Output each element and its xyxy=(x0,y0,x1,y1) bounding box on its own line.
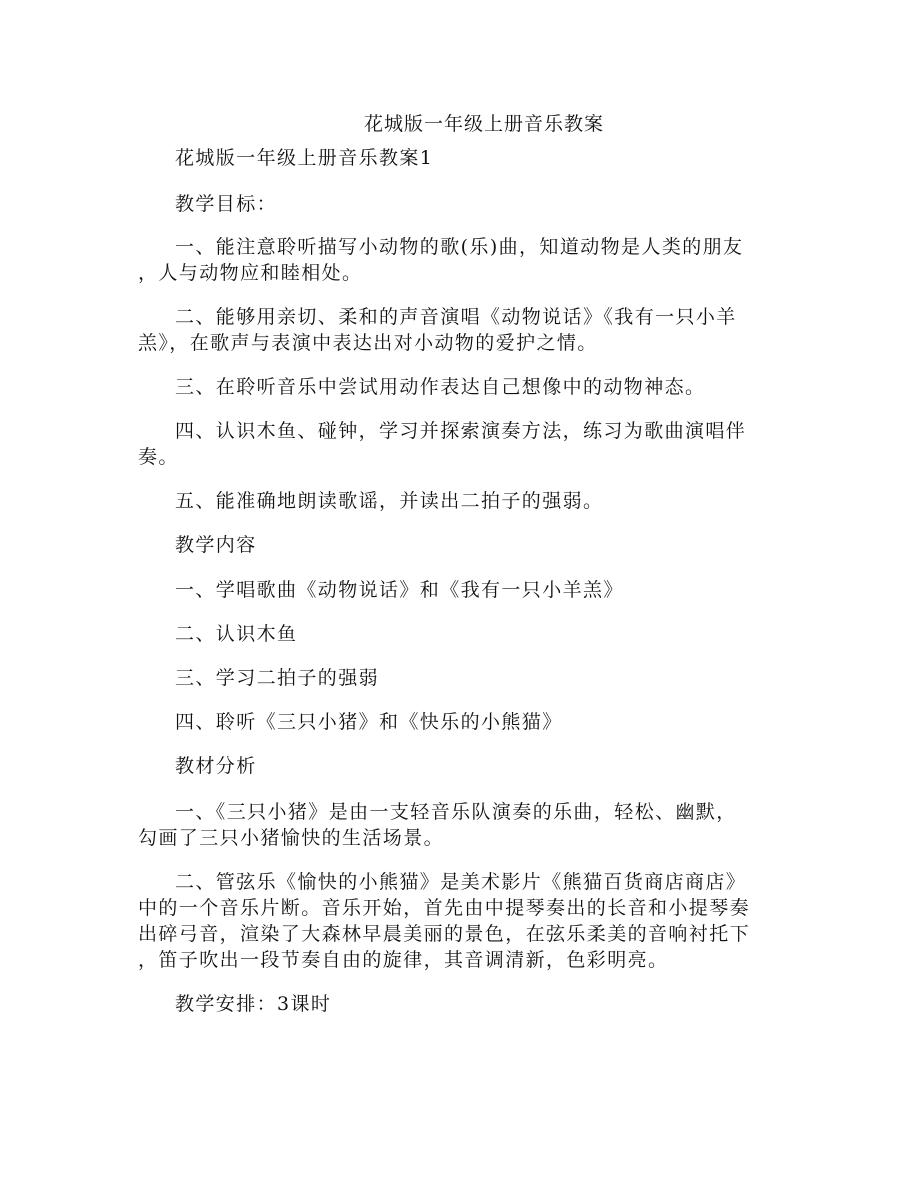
text-line: 教学安排：3课时 xyxy=(175,993,332,1015)
text-line: 教材分析 xyxy=(175,755,257,777)
text-line: 奏。 xyxy=(138,446,179,468)
document-title: 花城版一年级上册音乐教案 xyxy=(363,113,604,135)
paragraph xyxy=(138,665,798,691)
paragraph xyxy=(138,621,798,647)
text-line: 四、认识木鱼、碰钟，学习并探索演奏方法，练习为歌曲演唱伴 xyxy=(175,420,747,442)
text-line: 出碎弓音，渲染了大森林早晨美丽的景色，在弦乐柔美的音响衬托下 xyxy=(138,923,751,945)
text-line: 教学内容 xyxy=(175,534,257,556)
text-line: 花城版一年级上册音乐教案1 xyxy=(175,147,434,169)
section-heading-content xyxy=(138,532,798,558)
text-line: 三、在聆听音乐中尝试用动作表达自己想像中的动物神态。 xyxy=(175,376,706,398)
section-heading-objectives xyxy=(138,191,798,217)
text-line: 二、能够用亲切、柔和的声音演唱《动物说话》《我有一只小羊 xyxy=(175,306,737,328)
text-line: 一、学唱歌曲《动物说话》和《我有一只小羊羔》 xyxy=(175,579,624,601)
text-line: 一、《三只小猪》是由一支轻音乐队演奏的乐曲，轻松、幽默， xyxy=(175,801,737,823)
text-line: 四、聆听《三只小猪》和《快乐的小熊猫》 xyxy=(175,711,563,733)
text-line: 中的一个音乐片断。音乐开始，首先由中提琴奏出的长音和小提琴奏 xyxy=(138,897,751,919)
text-line: 五、能准确地朗读歌谣，并读出二拍子的强弱。 xyxy=(175,490,604,512)
text-line: 勾画了三只小猪愉快的生活场景。 xyxy=(138,827,445,849)
text-line: 二、认识木鱼 xyxy=(175,623,298,645)
text-line: ，笛子吹出一段节奏自由的旋律，其音调清新，色彩明亮。 xyxy=(138,949,669,971)
text-line: 二、管弦乐《愉快的小熊猫》是美术影片《熊猫百货商店商店》 xyxy=(175,871,747,893)
paragraph xyxy=(138,709,798,735)
paragraph xyxy=(138,304,798,356)
text-line: 三、学习二拍子的强弱 xyxy=(175,667,380,689)
paragraph xyxy=(138,577,798,603)
text-line: ，人与动物应和睦相处。 xyxy=(138,262,363,284)
paragraph xyxy=(138,374,798,400)
section-heading-analysis xyxy=(138,753,798,779)
paragraph xyxy=(138,234,798,286)
paragraph xyxy=(138,488,798,514)
paragraph xyxy=(138,799,798,851)
paragraph xyxy=(138,869,798,973)
subtitle xyxy=(138,145,798,171)
text-line: 羔》，在歌声与表演中表达出对小动物的爱护之情。 xyxy=(138,332,598,354)
text-line: 教学目标： xyxy=(175,193,278,215)
paragraph xyxy=(138,418,798,470)
text-line: 一、能注意聆听描写小动物的歌(乐)曲，知道动物是人类的朋友 xyxy=(175,236,744,258)
paragraph xyxy=(138,991,798,1017)
